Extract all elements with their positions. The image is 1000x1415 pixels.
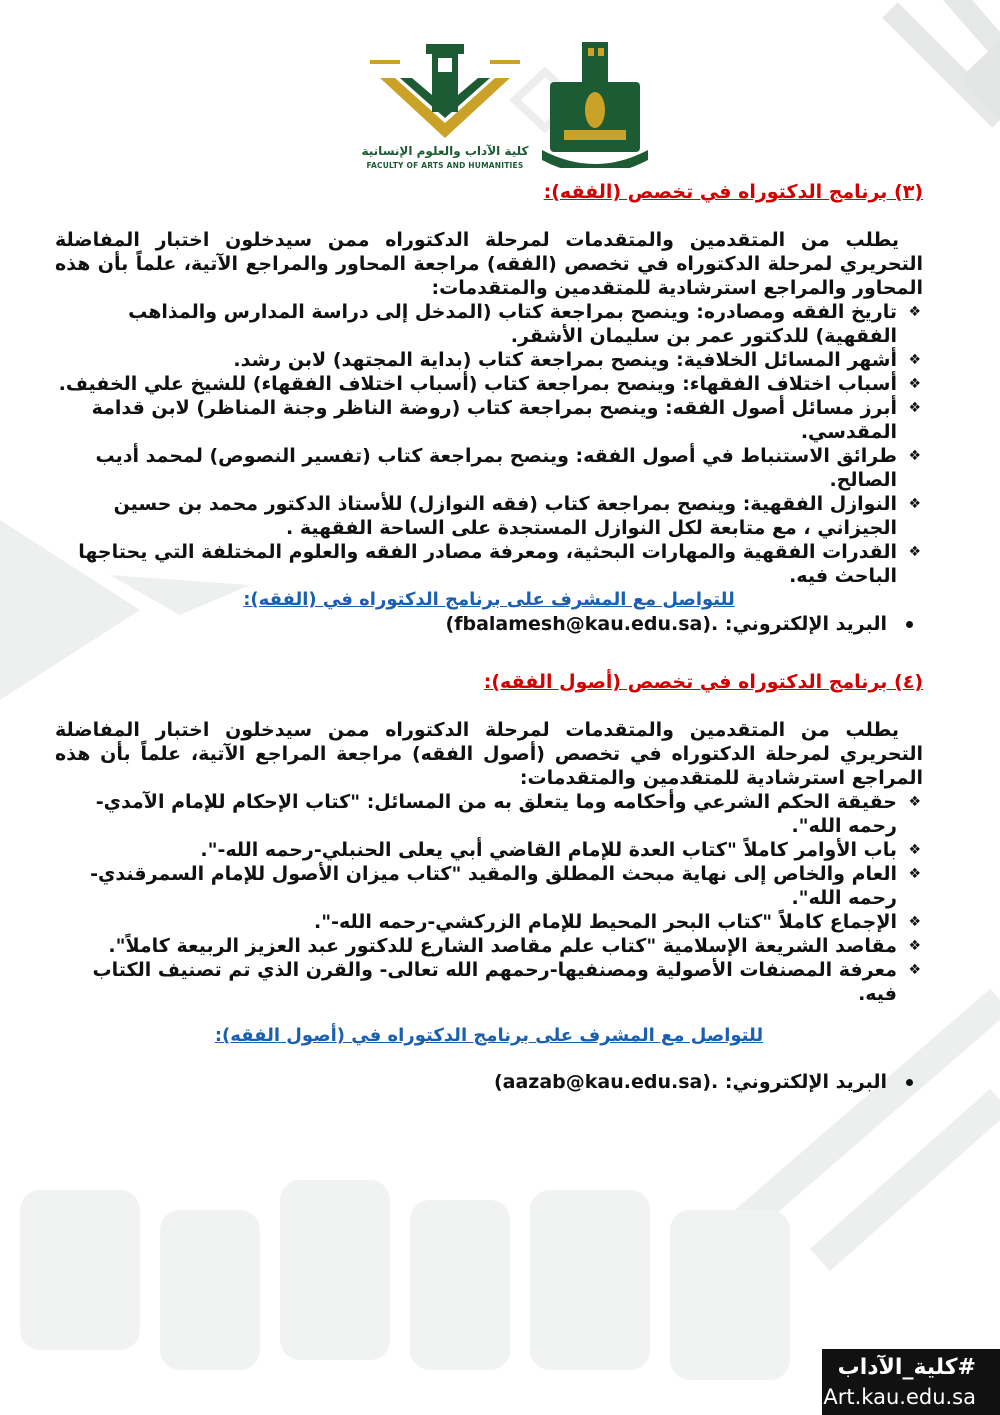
diamond-bullet-icon: ❖ xyxy=(908,962,921,978)
arts-logo-arabic-text: كلية الآداب والعلوم الإنسانية xyxy=(361,144,529,158)
list-item xyxy=(55,612,887,636)
list-item: ❖ النوازل الفقهية: وينصح بمراجعة كتاب (فقه النوازل) للأستاذ الدكتور محمد بن حسين الجيزاني ، مع متابعة لكل النوازل المستجدة على الساحة الفقهية . xyxy=(113,493,921,539)
diamond-bullet-icon: ❖ xyxy=(908,544,921,560)
kau-university-logo xyxy=(540,38,650,168)
arts-faculty-logo xyxy=(360,38,530,178)
list-item xyxy=(55,1070,887,1094)
email-label: البريد الإلكتروني: xyxy=(724,613,887,635)
section-3-contact-list xyxy=(55,612,923,636)
list-item: ❖ العام والخاص إلى نهاية مبحث المطلق والمقيد "كتاب ميزان الأصول للإمام السمرقندي-رحمه الله". xyxy=(90,863,921,909)
section-3-contact-heading: للتواصل مع المشرف على برنامج الدكتوراه في (الفقه): xyxy=(243,589,735,610)
section-4-intro: يطلب من المتقدمين والمتقدمات لمرحلة الدكتوراه ممن سيدخلون اختبار المفاضلة التحريري لمرحلة الدكتوراه في تخصص (أصول الفقه) مراجعة المراجع الآتية، علماً بأن هذه المراجع استرشادية للمتقدمين والمتقدمات: xyxy=(55,719,923,789)
list-item: ❖ معرفة المصنفات الأصولية ومصنفيها-رحمهم الله تعالى- والقرن الذي تم تصنيف الكتاب فيه. xyxy=(92,959,921,1005)
diamond-bullet-icon: ❖ xyxy=(908,304,921,320)
list-item: ❖ الإجماع كاملاً "كتاب البحر المحيط للإمام الزركشي-رحمه الله-". xyxy=(313,911,921,933)
section-3-topic-list xyxy=(55,300,923,588)
section-4-title: (٤) برنامج الدكتوراه في تخصص (أصول الفقه): xyxy=(483,671,923,693)
section-3-title: (٣) برنامج الدكتوراه في تخصص (الفقه): xyxy=(543,181,923,203)
section-4 xyxy=(55,670,923,1094)
list-item: ❖ أسباب اختلاف الفقهاء: وينصح بمراجعة كتاب (أسباب اختلاف الفقهاء) للشيخ علي الخفيف. xyxy=(58,373,921,395)
bullet-dot-icon xyxy=(906,621,913,628)
list-item: ❖ تاريخ الفقه ومصادره: وينصح بمراجعة كتاب (المدخل إلى دراسة المدارس والمذاهب الفقهية) للدكتور عمر بن سليمان الأشقر. xyxy=(128,301,921,347)
list-item: ❖ طرائق الاستنباط في أصول الفقه: وينصح بمراجعة كتاب (تفسير النصوص) لمحمد أديب الصالح. xyxy=(95,445,921,491)
list-item: ❖ القدرات الفقهية والمهارات البحثية، ومعرفة مصادر الفقه والعلوم المختلفة التي يحتاجها الباحث فيه. xyxy=(78,541,921,587)
supervisor-email-link[interactable]: (fbalamesh@kau.edu.sa). xyxy=(445,613,719,635)
list-item: ❖ أشهر المسائل الخلافية: وينصح بمراجعة كتاب (بداية المجتهد) لابن رشد. xyxy=(233,349,921,371)
header-logos xyxy=(360,38,680,178)
footer-hashtag: #كلية_الآداب xyxy=(837,1355,976,1380)
section-4-contact-list xyxy=(55,1070,923,1094)
list-item: ❖ أبرز مسائل أصول الفقه: وينصح بمراجعة كتاب (روضة الناظر وجنة المناظر) لابن قدامة المقدسي. xyxy=(91,397,921,443)
diamond-bullet-icon: ❖ xyxy=(908,914,921,930)
list-item: ❖ باب الأوامر كاملاً "كتاب العدة للإمام القاضي أبي يعلى الحنبلي-رحمه الله-". xyxy=(200,839,921,861)
arts-logo-emblem xyxy=(360,38,530,143)
diamond-bullet-icon: ❖ xyxy=(908,794,921,810)
diamond-bullet-icon: ❖ xyxy=(908,938,921,954)
diamond-bullet-icon: ❖ xyxy=(908,376,921,392)
email-label: البريد الإلكتروني: xyxy=(724,1071,887,1093)
list-item: ❖ مقاصد الشريعة الإسلامية "كتاب علم مقاصد الشارع للدكتور عبد العزيز الربيعة كاملاً". xyxy=(108,935,921,957)
diamond-bullet-icon: ❖ xyxy=(908,352,921,368)
kau-emblem xyxy=(540,38,650,168)
section-3 xyxy=(55,180,923,636)
supervisor-email-link[interactable]: (aazab@kau.edu.sa). xyxy=(493,1071,719,1093)
diamond-bullet-icon: ❖ xyxy=(908,400,921,416)
footer-website-link[interactable]: Art.kau.edu.sa xyxy=(823,1385,976,1409)
arts-logo-english-text: FACULTY OF ARTS AND HUMANITIES xyxy=(366,161,524,170)
diamond-bullet-icon: ❖ xyxy=(908,866,921,882)
diamond-bullet-icon: ❖ xyxy=(908,448,921,464)
section-4-contact-heading: للتواصل مع المشرف على برنامج الدكتوراه في (أصول الفقه): xyxy=(214,1025,764,1046)
diamond-bullet-icon: ❖ xyxy=(908,496,921,512)
diamond-bullet-icon: ❖ xyxy=(908,842,921,858)
bullet-dot-icon xyxy=(906,1079,913,1086)
footer-badge xyxy=(822,1349,1000,1415)
section-4-reference-list xyxy=(55,790,923,1006)
list-item: ❖ حقيقة الحكم الشرعي وأحكامه وما يتعلق به من المسائل: "كتاب الإحكام للإمام الآمدي-رحمه الله". xyxy=(95,791,921,837)
section-3-intro: يطلب من المتقدمين والمتقدمات لمرحلة الدكتوراه ممن سيدخلون اختبار المفاضلة التحريري لمرحلة الدكتوراه في تخصص (الفقه) مراجعة المحاور والمراجع الآتية، علماً بأن هذه المحاور والمراجع استرشادية للمتقدمين والمتقدمات: xyxy=(55,229,923,299)
